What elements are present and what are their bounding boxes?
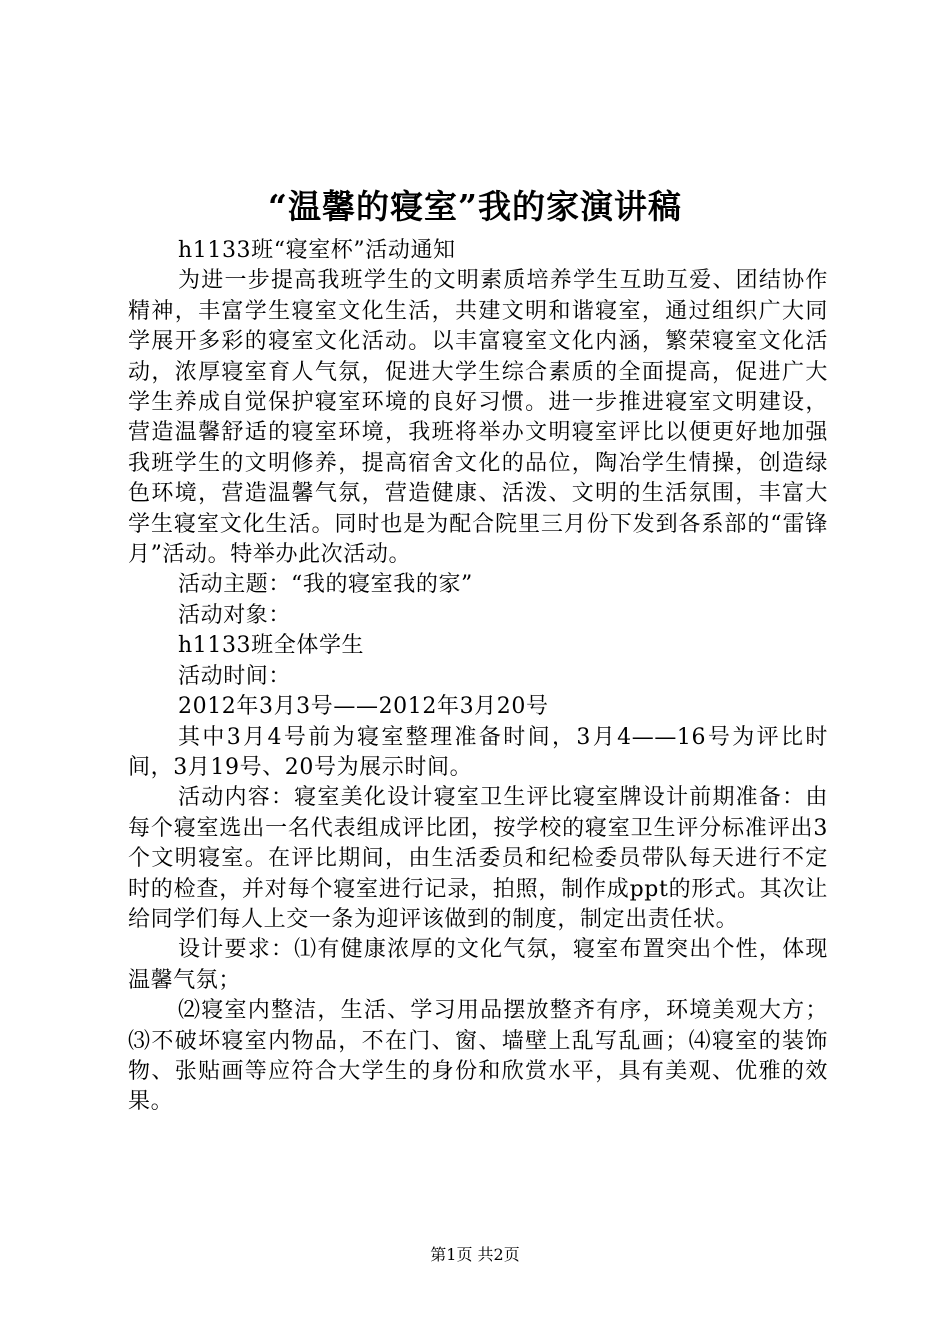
paragraph-requirements-detail: ⑵寝室内整洁，生活、学习用品摆放整齐有序，环境美观大方；⑶不破坏寝室内物品，不在门、窗、墙壁上乱写乱画；⑷寝室的装饰物、张贴画等应符合大学生的身份和欣赏水平，具有美观、优雅的效果。 [128, 998, 828, 1115]
paragraph-requirements: 设计要求：⑴有健康浓厚的文化气氛，寝室布置突出个性，体现温馨气氛； [128, 937, 828, 993]
paragraph-audience: h1133班全体学生 [178, 633, 365, 659]
document-body [128, 236, 828, 1118]
document-title: “温馨的寝室”我的家演讲稿 [268, 187, 682, 226]
paragraph-theme: 活动主题：“我的寝室我的家” [178, 572, 473, 598]
paragraph-audience-label: 活动对象： [178, 602, 292, 628]
paragraph-time-label: 活动时间： [178, 663, 292, 689]
page-indicator: 第1页 共2页 [430, 1245, 520, 1264]
paragraph-content: 活动内容：寝室美化设计寝室卫生评比寝室牌设计前期准备：由每个寝室选出一名代表组成评比团，按学校的寝室卫生评分标准评出3个文明寝室。在评比期间，由生活委员和纪检委员带队每天进行不定时的检查，并对每个寝室进行记录，拍照，制作成ppt的形式。其次让给同学们每人上交一条为迎评该做到的制度，制定出责任状。 [128, 785, 828, 932]
paragraph-purpose: 为进一步提高我班学生的文明素质培养学生互助互爱、团结协作精神，丰富学生寝室文化生活，共建文明和谐寝室，通过组织广大同学展开多彩的寝室文化活动。以丰富寝室文化内涵，繁荣寝室文化活动，浓厚寝室育人气氛，促进大学生综合素质的全面提高，促进广大学生养成自觉保护寝室环境的良好习惯。进一步推进寝室文明建设，营造温馨舒适的寝室环境，我班将举办文明寝室评比以便更好地加强我班学生的文明修养，提高宿舍文化的品位，陶冶学生情操，创造绿色环境，营造温馨气氛，营造健康、活泼、文明的生活氛围，丰富大学生寝室文化生活。同时也是为配合院里三月份下发到各系部的“雷锋月”活动。特举办此次活动。 [128, 268, 828, 568]
paragraph-schedule: 其中3月4号前为寝室整理准备时间，3月4——16号为评比时间，3月19号、20号为展示时间。 [128, 724, 828, 780]
paragraph-notice-heading: h1133班“寝室杯”活动通知 [178, 238, 456, 263]
paragraph-time-range: 2012年3月3号——2012年3月20号 [178, 694, 549, 720]
